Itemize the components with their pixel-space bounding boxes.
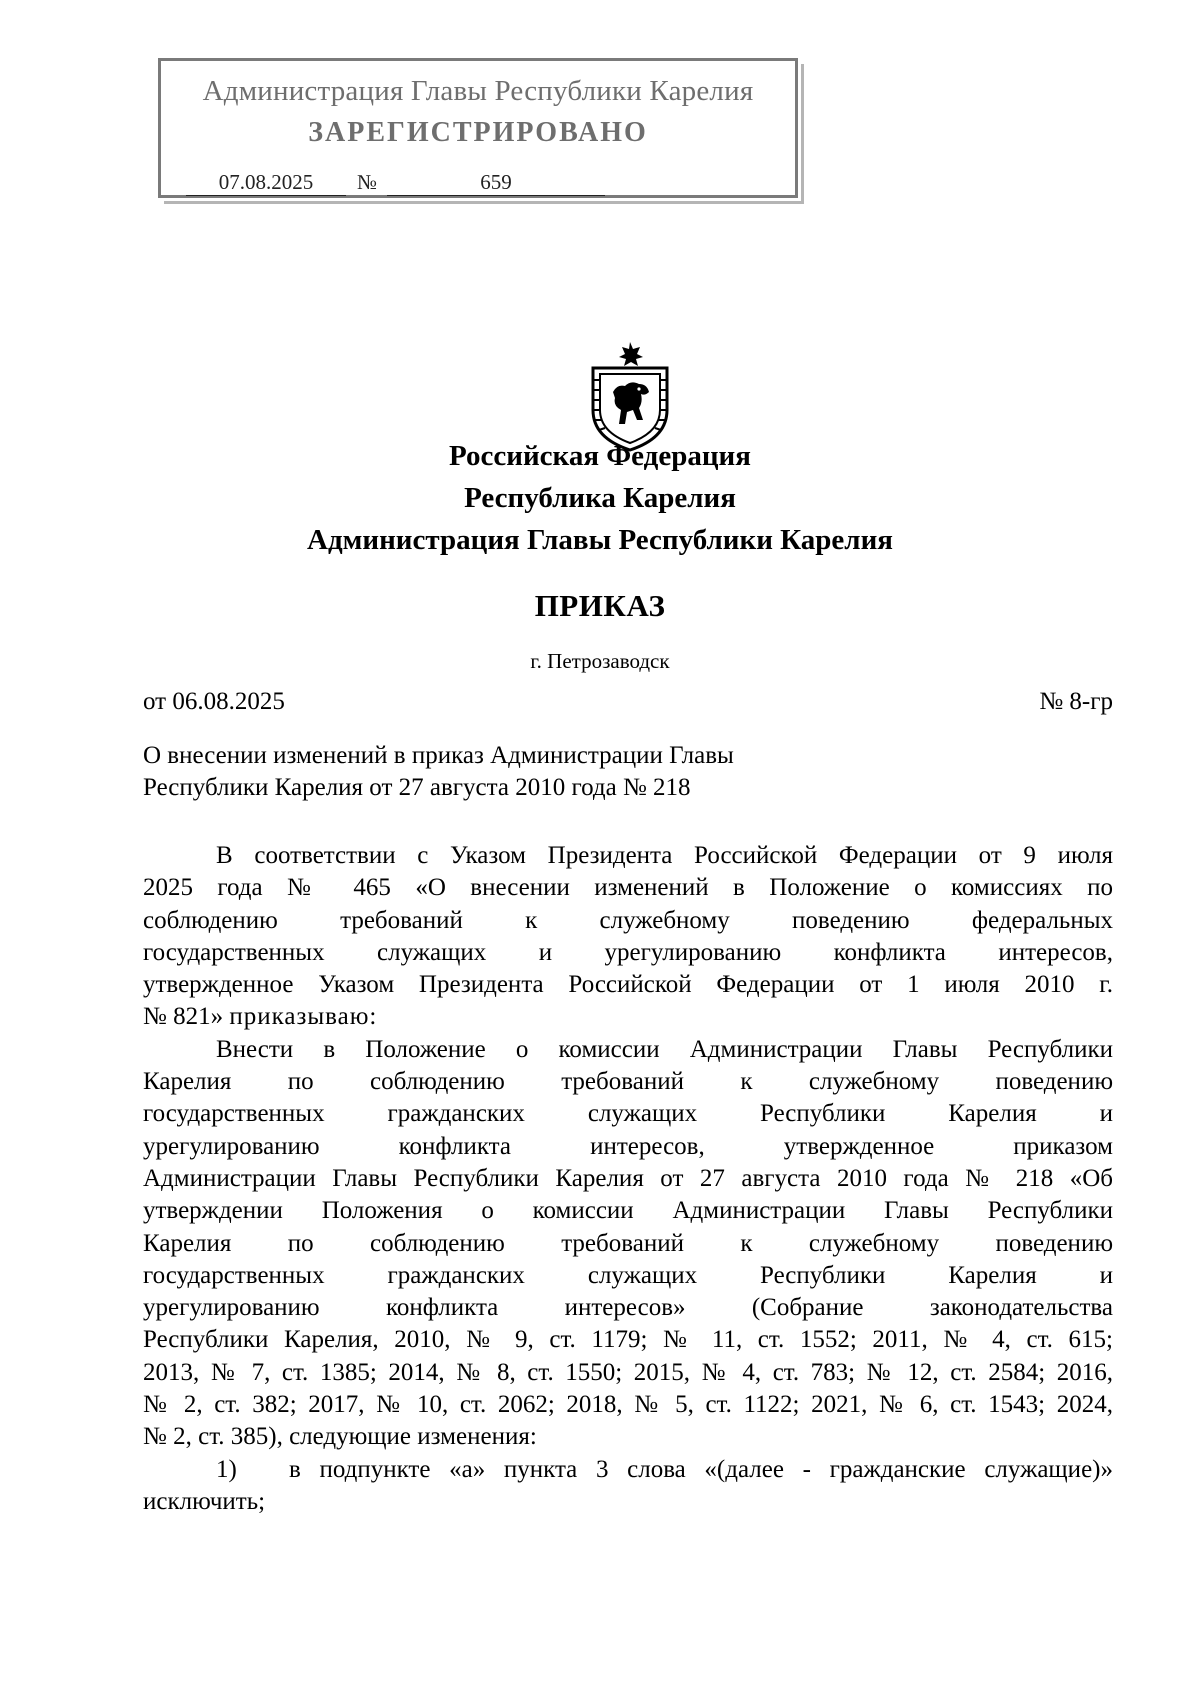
header-administration: Администрация Главы Республики Карелия (307, 524, 893, 556)
stamp-status: ЗАРЕГИСТРИРОВАНО (308, 117, 648, 148)
paragraph2-line: Республики Карелия, 2010, № 9, ст. 1179; № 11, ст. 1552; 2011, № 4, ст. 615; (143, 1326, 1113, 1354)
paragraph2-line: Внести в Положение о комиссии Администрации Главы Республики (216, 1035, 1113, 1063)
stamp-date: 07.08.2025 (186, 169, 346, 196)
paragraph2-line: № 2, ст. 382; 2017, № 10, ст. 2062; 2018, № 5, ст. 1122; 2021, № 6, ст. 1543; 2024, (143, 1391, 1113, 1419)
document-body (143, 840, 1113, 1518)
stamp-number: 659 (387, 169, 605, 196)
karelia-coat-of-arms-icon (583, 340, 677, 452)
paragraph2-last-line: № 2, ст. 385), следующие изменения: (143, 1423, 537, 1451)
order-keyword: приказываю: (229, 1003, 378, 1031)
paragraph2-line: урегулированию конфликта интересов, утвержденное приказом (143, 1132, 1113, 1160)
stamp-number-sign: № (357, 170, 378, 194)
stamp-organization: Администрация Главы Республики Карелия (202, 75, 754, 107)
paragraph2-line: Карелия по соблюдению требований к служебному поведению (143, 1229, 1113, 1257)
paragraph2-line: утверждении Положения о комиссии Администрации Главы Республики (143, 1197, 1113, 1225)
subject-line-2: Республики Карелия от 27 августа 2010 года № 218 (143, 774, 691, 801)
paragraph2-line: урегулированию конфликта интересов» (Собрание законодательства (143, 1294, 1113, 1322)
paragraph2-line: Карелия по соблюдению требований к служебному поведению (143, 1068, 1113, 1096)
paragraph2-line: Администрации Главы Республики Карелия от 27 августа 2010 года № 218 «Об (143, 1164, 1113, 1192)
item1-line (143, 1454, 1113, 1486)
subject-line-1: О внесении изменений в приказ Администрации Главы (143, 742, 734, 769)
paragraph1-last-line (143, 1001, 1113, 1033)
paragraph1-line: соблюдению требований к служебному поведению федеральных (143, 906, 1113, 934)
paragraph1-line: В соответствии с Указом Президента Российской Федерации от 9 июля (216, 842, 1113, 869)
paragraph1-line: государственных служащих и урегулированию конфликта интересов, (143, 938, 1113, 966)
document-date: от 06.08.2025 (143, 688, 285, 715)
header-republic: Республика Карелия (464, 482, 736, 514)
document-title: ПРИКАЗ (534, 588, 666, 623)
item1-line-2: исключить; (143, 1487, 266, 1515)
header-country: Российская Федерация (449, 440, 751, 472)
item1-text: в подпункте «а» пункта 3 слова «(далее - гражданские служащие)» (289, 1455, 1113, 1483)
paragraph1-line: утвержденное Указом Президента Российской Федерации от 1 июля 2010 г. (143, 971, 1113, 999)
registration-stamp (158, 58, 798, 198)
paragraph2-line: 2013, № 7, ст. 1385; 2014, № 8, ст. 1550; 2015, № 4, ст. 783; № 12, ст. 2584; 2016, (143, 1358, 1113, 1386)
document-city: г. Петрозаводск (530, 649, 670, 673)
paragraph1-last-prefix: № 821» (143, 1003, 230, 1031)
paragraph2-line: государственных гражданских служащих Республики Карелия и (143, 1261, 1113, 1289)
item1-number: 1) (216, 1455, 237, 1483)
document-number: № 8-гр (1039, 688, 1113, 715)
paragraph1-line: 2025 года № 465 «О внесении изменений в Положение о комиссиях по (143, 874, 1113, 902)
paragraph2-line: государственных гражданских служащих Республики Карелия и (143, 1100, 1113, 1128)
